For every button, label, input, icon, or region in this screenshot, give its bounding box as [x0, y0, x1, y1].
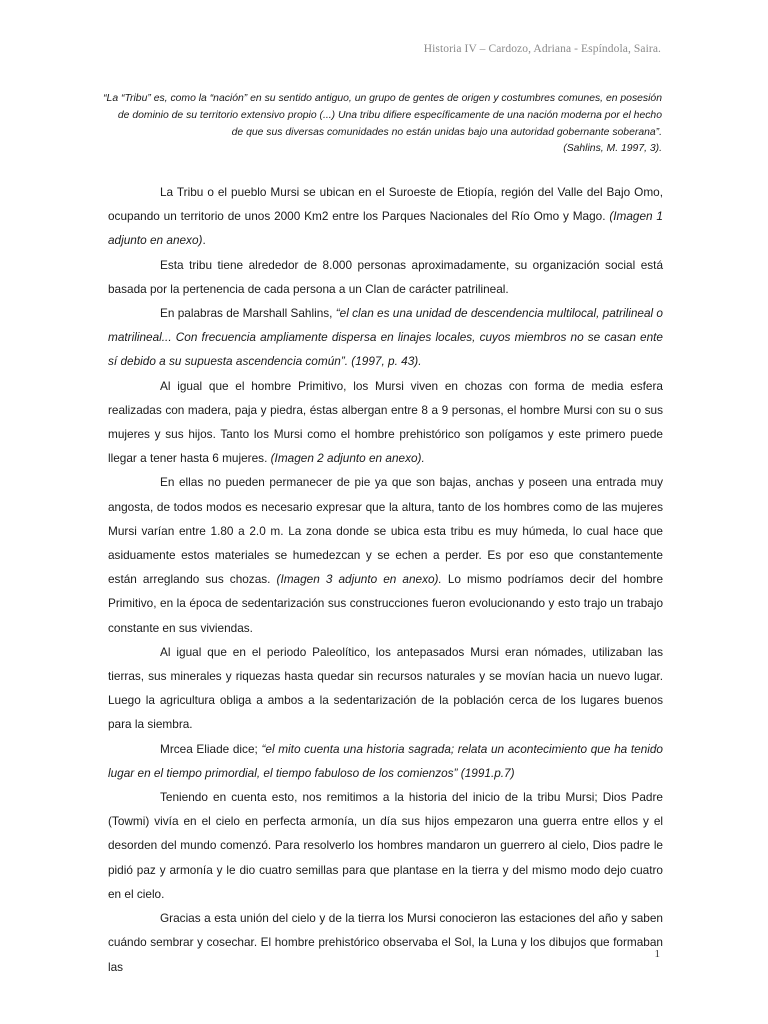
paragraph-text: En palabras de Marshall Sahlins,: [160, 306, 336, 321]
paragraph-text: .: [202, 233, 206, 248]
italic-citation: “el mito cuenta una historia sagrada; relata un acontecimiento que ha tenido lugar en el tiempo primordial, el tiempo fabuloso de los comienzos” (1991.p.7): [108, 741, 663, 780]
paragraph-text: Mrcea Eliade dice;: [160, 741, 262, 756]
italic-citation: (Imagen 1 adjunto en anexo): [108, 209, 663, 248]
paragraph-text: Esta tribu tiene alrededor de 8.000 personas aproximadamente, su organización social está basada por la pertenencia de cada persona a un Clan de carácter patrilineal.: [108, 257, 663, 296]
epigraph-quote: [96, 91, 662, 158]
body-paragraph: [108, 301, 663, 374]
italic-citation: “el clan es una unidad de descendencia multilocal, patrilineal o matrilineal... Con frecuencia ampliamente dispersa en linajes locales, cuyos miembros no se casan ente sí debido a su supuesta ascendencia común”. (1997, p. 43).: [108, 306, 663, 369]
epigraph-citation: (Sahlins, M. 1997, 3).: [563, 143, 662, 155]
paragraph-text: La Tribu o el pueblo Mursi se ubican en el Suroeste de Etiopía, región del Valle del Bajo Omo, ocupando un territorio de unos 2000 Km2 entre los Parques Nacionales del Río Omo y Mago.: [108, 185, 663, 224]
paragraph-text: Al igual que el hombre Primitivo, los Mursi viven en chozas con forma de media esfera realizadas con madera, paja y piedra, éstas albergan entre 8 a 9 personas, el hombre Mursi con su o sus mujeres y sus hijos. Tanto los Mursi como el hombre prehistórico son polígamos y este primero puede llegar a tener hasta 6 mujeres.: [108, 378, 663, 466]
body-text: [108, 180, 663, 979]
body-paragraph: [108, 785, 663, 906]
paragraph-text: Lo mismo podríamos decir del hombre Primitivo, en la época de sedentarización sus construcciones fueron evolucionando y esto trajo un trabajo constante en sus viviendas.: [108, 572, 664, 635]
paragraph-text: En ellas no pueden permanecer de pie ya que son bajas, anchas y poseen una entrada muy angosta, de todos modos es necesario expresar que la altura, tanto de los hombres como de las mujeres Mursi varían entre 1.80 a 2.0 m. La zona donde se ubica esta tribu es muy húmeda, lo cual hace que asiduamente estos materiales se humedezcan y se echen a perder. Es por eso que constantemente están arreglando sus chozas.: [108, 475, 663, 587]
running-header: Historia IV – Cardozo, Adriana - Espíndola, Saira.: [423, 43, 661, 55]
body-paragraph: [108, 180, 663, 253]
italic-citation: (Imagen 3 adjunto en anexo).: [276, 572, 442, 587]
epigraph-line: “La “Tribu” es, como la “nación” en su sentido antiguo, un grupo de gentes de origen y costumbres comunes, en posesión: [103, 93, 662, 104]
body-paragraph: [108, 470, 663, 639]
page-number: 1: [654, 948, 660, 960]
epigraph-line: de que sus diversas comunidades no están unidas bajo una autoridad gobernante soberana”.: [231, 126, 662, 138]
paragraph-text: Al igual que en el periodo Paleolítico, los antepasados Mursi eran nómades, utilizaban las tierras, sus minerales y riquezas hasta quedar sin recursos naturales y se movían hacia un nuevo lugar. Luego la agricultura obliga a ambos a la sedentarización de la población cerca de los lugares buenos para la siembra.: [108, 644, 663, 732]
body-paragraph: [108, 374, 663, 471]
body-paragraph: [108, 253, 663, 301]
body-paragraph: [108, 640, 663, 737]
italic-citation: (Imagen 2 adjunto en anexo).: [270, 451, 425, 466]
body-paragraph: [108, 737, 663, 785]
paragraph-text: Teniendo en cuenta esto, nos remitimos a la historia del inicio de la tribu Mursi; Dios Padre (Towmi) vivía en el cielo en perfecta armonía, un día sus hijos empezaron una guerra entre ellos y el desorden del mundo comenzó. Para resolverlo los hombres mandaron un guerrero al cielo, Dios padre le pidió paz y armonía y le dio cuatro semillas para que plantase en la tierra y del mismo modo dejo cuatro en el cielo.: [108, 790, 663, 901]
epigraph-line: de dominio de su territorio extensivo propio (...) Una tribu difiere específicamente de una nación moderna por el hecho: [117, 109, 662, 121]
body-paragraph: [108, 906, 663, 979]
paragraph-text: Gracias a esta unión del cielo y de la tierra los Mursi conocieron las estaciones del año y saben cuándo sembrar y cosechar. El hombre prehistórico observaba el Sol, la Luna y los dibujos que formaban las: [108, 911, 663, 974]
